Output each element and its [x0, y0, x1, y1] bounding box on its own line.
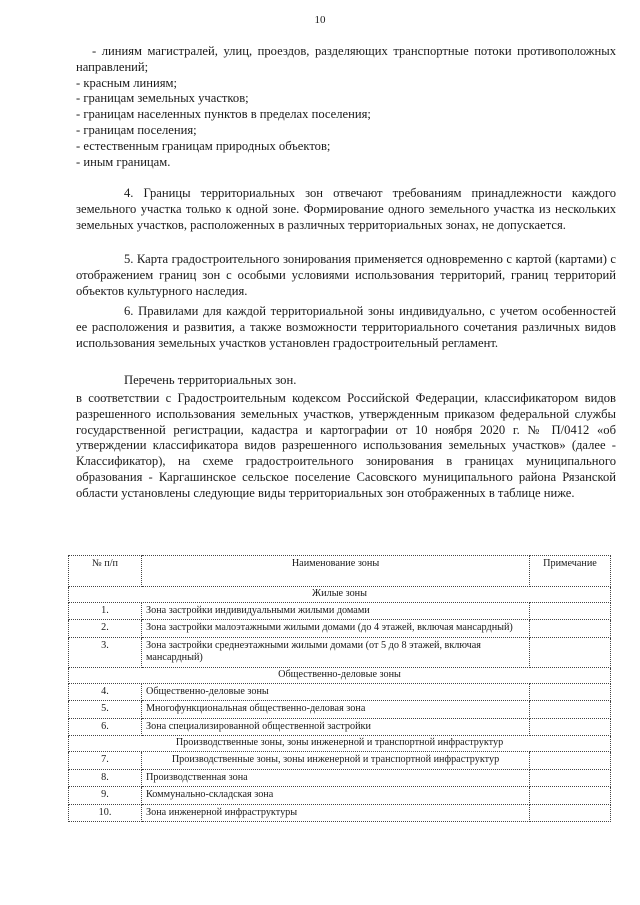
row-zone-name: Зона специализированной общественной застройки	[142, 718, 530, 736]
row-note	[530, 637, 611, 667]
row-zone-name: Коммунально-складская зона	[142, 787, 530, 805]
row-zone-name: Зона застройки индивидуальными жилыми домами	[142, 602, 530, 620]
row-note	[530, 751, 611, 769]
header-note: Примечание	[530, 556, 611, 587]
row-note	[530, 620, 611, 638]
bullet-item: - иным границам.	[76, 154, 171, 169]
zone-list-heading: Перечень территориальных зон.	[124, 373, 297, 387]
row-note	[530, 701, 611, 719]
group-title: Жилые зоны	[69, 587, 611, 603]
bullet-intro: - линиям магистралей, улиц, проездов, разделяющих транспортные потоки противоположных направлений;	[76, 44, 616, 74]
table-row	[69, 804, 611, 822]
zones-table	[68, 555, 611, 822]
row-note	[530, 683, 611, 701]
bullet-item: - границам поселения;	[76, 122, 197, 137]
row-number: 5.	[69, 701, 142, 719]
table-row	[69, 718, 611, 736]
table-group-row	[69, 736, 611, 752]
row-note	[530, 787, 611, 805]
table-header-row	[69, 556, 611, 587]
row-zone-name: Производственная зона	[142, 769, 530, 787]
paragraph-6: 6. Правилами для каждой территориальной зоны индивидуально, с учетом особенностей ее расположения и развития, а также возможности территориального сочетания различных видов использования земельных участков установлен градостроительный регламент.	[76, 304, 616, 350]
row-number: 2.	[69, 620, 142, 638]
bullet-item: - границам земельных участков;	[76, 91, 249, 106]
bullet-item: - красным линиям;	[76, 75, 178, 90]
group-title: Общественно-деловые зоны	[69, 667, 611, 683]
boundary-bullets	[76, 44, 616, 170]
row-number: 6.	[69, 718, 142, 736]
table-row	[69, 683, 611, 701]
row-number: 7.	[69, 751, 142, 769]
group-title: Производственные зоны, зоны инженерной и транспортной инфраструктур	[69, 736, 611, 752]
zone-list-paragraph: в соответствии с Градостроительным кодексом Российской Федерации, классификатором видов разрешенного использования земельных участков, утвержденным приказом федеральной службы государственной регистрации, кадастра и картографии от 10 ноября 2020 г. № П/0412 «об утверждении классификатора видов разрешенного использования земельных участков» (далее - Классификатор), на схеме градостроительного зонирования в границах муниципального образования - Каргашинское сельское поселение Сасовского муниципального района Рязанской области установлены следующие виды территориальных зон отображенных в таблице ниже.	[76, 391, 616, 500]
row-note	[530, 602, 611, 620]
row-number: 4.	[69, 683, 142, 701]
row-zone-name: Зона застройки малоэтажными жилыми домами (до 4 этажей, включая мансардный)	[142, 620, 530, 638]
header-number: № п/п	[69, 556, 142, 587]
row-number: 8.	[69, 769, 142, 787]
row-zone-name: Зона застройки среднеэтажными жилыми домами (от 5 до 8 этажей, включая мансардный)	[142, 637, 530, 667]
table-group-row	[69, 587, 611, 603]
table-row	[69, 637, 611, 667]
table-row	[69, 701, 611, 719]
row-note	[530, 718, 611, 736]
row-number: 10.	[69, 804, 142, 822]
table-group-row	[69, 667, 611, 683]
table-row	[69, 602, 611, 620]
table-row	[69, 787, 611, 805]
paragraph-4: 4. Границы территориальных зон отвечают требованиям принадлежности каждого земельного участка только к одной зоне. Формирование одного земельного участка из нескольких земельных участков, расположенных в различных территориальных зонах, не допускается.	[76, 186, 616, 232]
row-number: 1.	[69, 602, 142, 620]
row-note	[530, 769, 611, 787]
header-zone-name: Наименование зоны	[142, 556, 530, 587]
row-note	[530, 804, 611, 822]
row-number: 3.	[69, 637, 142, 667]
bullet-list	[76, 76, 616, 171]
page-number: 10	[314, 14, 326, 26]
row-zone-name: Зона инженерной инфраструктуры	[142, 804, 530, 822]
row-zone-name: Многофункциональная общественно-деловая зона	[142, 701, 530, 719]
row-number: 9.	[69, 787, 142, 805]
row-zone-name: Общественно-деловые зоны	[142, 683, 530, 701]
paragraph-5: 5. Карта градостроительного зонирования применяется одновременно с картой (картами) с отображением границ зон с особыми условиями использования территорий, границ территорий объектов культурного наследия.	[76, 252, 616, 298]
table-row	[69, 769, 611, 787]
bullet-item: - границам населенных пунктов в пределах поселения;	[76, 107, 371, 122]
bullet-item: - естественным границам природных объектов;	[76, 138, 331, 153]
row-zone-name: Производственные зоны, зоны инженерной и транспортной инфраструктур	[142, 751, 530, 769]
table-row	[69, 620, 611, 638]
table-row	[69, 751, 611, 769]
